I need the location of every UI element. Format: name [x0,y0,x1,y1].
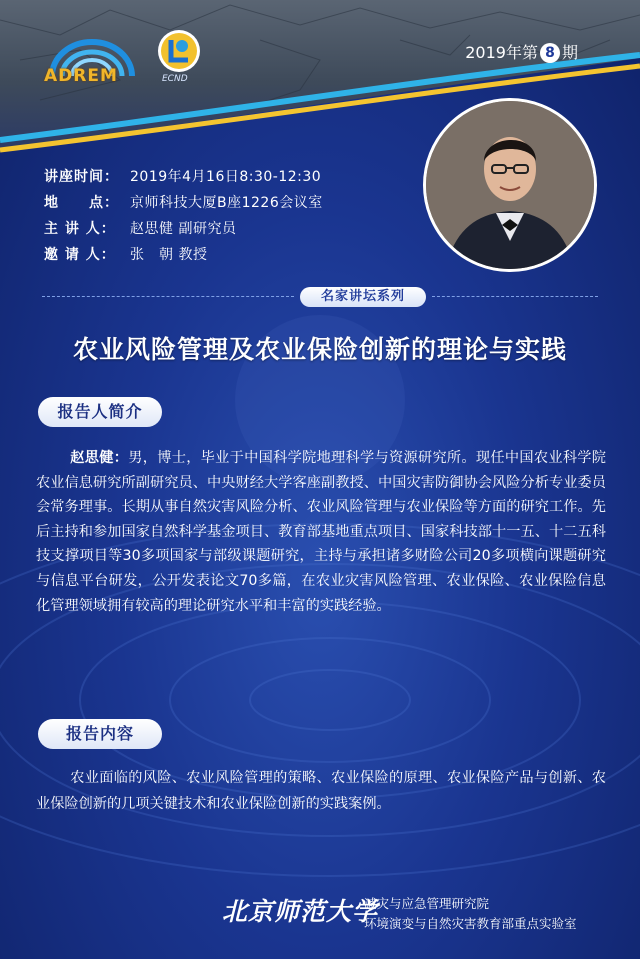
university-logo-text: 北京师范大学 [222,897,379,926]
content-text: 农业面临的风险、农业风险管理的策略、农业保险的原理、农业保险产品与创新、农业保险创新的几项关键技术和农业保险创新的实践案例。 [36,770,606,812]
issue-suffix: 期 [561,43,578,62]
info-label: 邀 请 人： [44,247,116,263]
series-tag: 名家讲坛系列 [300,287,426,307]
info-row-speaker [44,215,323,241]
bio-speaker-name: 赵思健： [70,450,129,466]
footer-line-2: 环境演变与自然灾害教育部重点实验室 [364,916,577,931]
info-row-time [44,163,323,189]
footer-line-1: 减灾与应急管理研究院 [364,896,490,911]
dashed-divider-right [432,296,598,297]
info-label: 地 点： [44,195,119,211]
lecture-content [36,765,606,817]
lecture-title: 农业风险管理及农业保险创新的理论与实践 [72,335,567,364]
speaker-photo-icon [426,101,594,269]
info-label: 讲座时间： [44,169,119,185]
content-section-heading: 报告内容 [38,719,162,749]
adrem-logo-text: ADREM [44,66,118,86]
speaker-bio [36,446,606,618]
ecnd-logo-text: ECND [162,74,188,84]
issue-number-badge: 8 [540,43,560,63]
footer-institutes [364,894,577,934]
info-value: 2019年4月16日8:30-12:30 [130,169,322,185]
speaker-portrait [423,98,597,272]
issue-prefix: 2019年第 [465,43,538,62]
info-value: 张 朝 教授 [130,247,208,263]
ecnd-logo-icon [156,28,202,74]
info-label: 主 讲 人： [44,221,116,237]
info-row-location [44,189,323,215]
bio-section-heading: 报告人简介 [38,397,162,427]
bio-text: 男，博士，毕业于中国科学院地理科学与资源研究所。现任中国农业科学院农业信息研究所副研究员、中央财经大学客座副教授、中国灾害防御协会风险分析专业委员会常务理事。长期从事自然灾害风险分析、农业风险管理与农业保险等方面的研究工作。先后主持和参加国家自然科学基金项目、教育部基地重点项目、国家科技部十一五、十二五科技支撑项目等30多项国家与部级课题研究，主持与承担诸多财险公司20多项横向课题研究与信息平台研发，公开发表论文70多篇，在农业灾害风险管理、农业保险、农业保险信息化管理领域拥有较高的理论研究水平和丰富的实践经验。 [36,450,606,614]
dashed-divider-left [42,296,294,297]
lecture-info [44,163,323,267]
series-divider [42,287,598,307]
info-row-inviter [44,241,323,267]
issue-number-label [465,40,578,63]
info-value: 京师科技大厦B座1226会议室 [130,195,323,211]
info-value: 赵思健 副研究员 [130,221,237,237]
